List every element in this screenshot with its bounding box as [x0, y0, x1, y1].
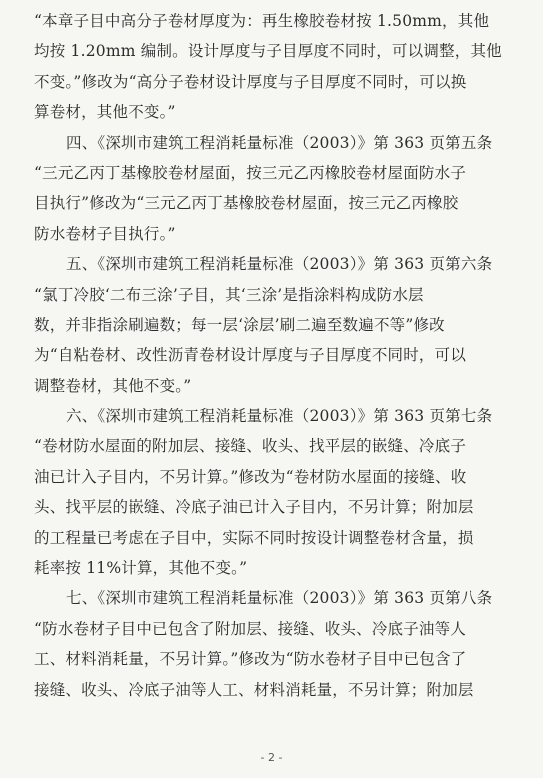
- text-line: “三元乙丙丁基橡胶卷材屋面，按三元乙丙橡胶卷材屋面防水子: [34, 163, 467, 182]
- text-line: “氯丁冷胶‘二布三涂’子目，其‘三涂’是指涂料构成防水层: [34, 285, 424, 304]
- text-line: 不变。”修改为“高分子卷材设计厚度与子目厚度不同时，可以换: [34, 72, 467, 91]
- text-line: “卷材防水屋面的附加层、接缝、收头、找平层的嵌缝、冷底子: [34, 437, 467, 456]
- text-line: 接缝、收头、冷底子油等人工、材料消耗量，不另计算；附加层: [34, 680, 474, 699]
- text-line: “防水卷材子目中已包含了附加层、接缝、收头、冷底子油等人: [34, 619, 467, 638]
- text-line: 工、材料消耗量，不另计算。”修改为“防水卷材子目中已包含了: [34, 650, 467, 669]
- text-line: “本章子目中高分子卷材厚度为：再生橡胶卷材按 1.50mm，其他: [34, 12, 490, 30]
- paragraph-first-line: 五、《深圳市建筑工程消耗量标准（2003）》第 363 页第六条: [66, 255, 493, 274]
- text-line: 数，并非指涂刷遍数；每一层‘涂层’刷二遍至数遍不等”修改: [34, 315, 445, 334]
- paragraph-first-line: 七、《深圳市建筑工程消耗量标准（2003）》第 363 页第八条: [66, 589, 493, 608]
- text-line: 防水卷材子目执行。”: [34, 224, 176, 243]
- text-line: 均按 1.20mm 编制。设计厚度与子目厚度不同时，可以调整，其他: [34, 42, 502, 61]
- page-number: - 2 -: [260, 751, 283, 764]
- text-line: 的工程量已考虑在子目中，实际不同时按设计调整卷材含量，损: [34, 528, 474, 547]
- paragraph-first-line: 四、《深圳市建筑工程消耗量标准（2003）》第 363 页第五条: [66, 133, 493, 152]
- text-line: 目执行”修改为“三元乙丙丁基橡胶卷材屋面，按三元乙丙橡胶: [34, 194, 459, 213]
- document-body: [34, 6, 509, 705]
- paragraph-first-line: 六、《深圳市建筑工程消耗量标准（2003）》第 363 页第七条: [66, 407, 493, 426]
- text-line: 调整卷材，其他不变。”: [34, 376, 192, 395]
- text-line: 头、找平层的嵌缝、冷底子油已计入子目内，不另计算；附加层: [34, 498, 474, 517]
- text-line: 算卷材，其他不变。”: [34, 103, 176, 122]
- text-line: 为“自粘卷材、改性沥青卷材设计厚度与子目厚度不同时，可以: [34, 346, 467, 365]
- text-line: 油已计入子目内，不另计算。”修改为“卷材防水屋面的接缝、收: [34, 467, 467, 486]
- text-line: 耗率按 11%计算，其他不变。”: [34, 559, 248, 578]
